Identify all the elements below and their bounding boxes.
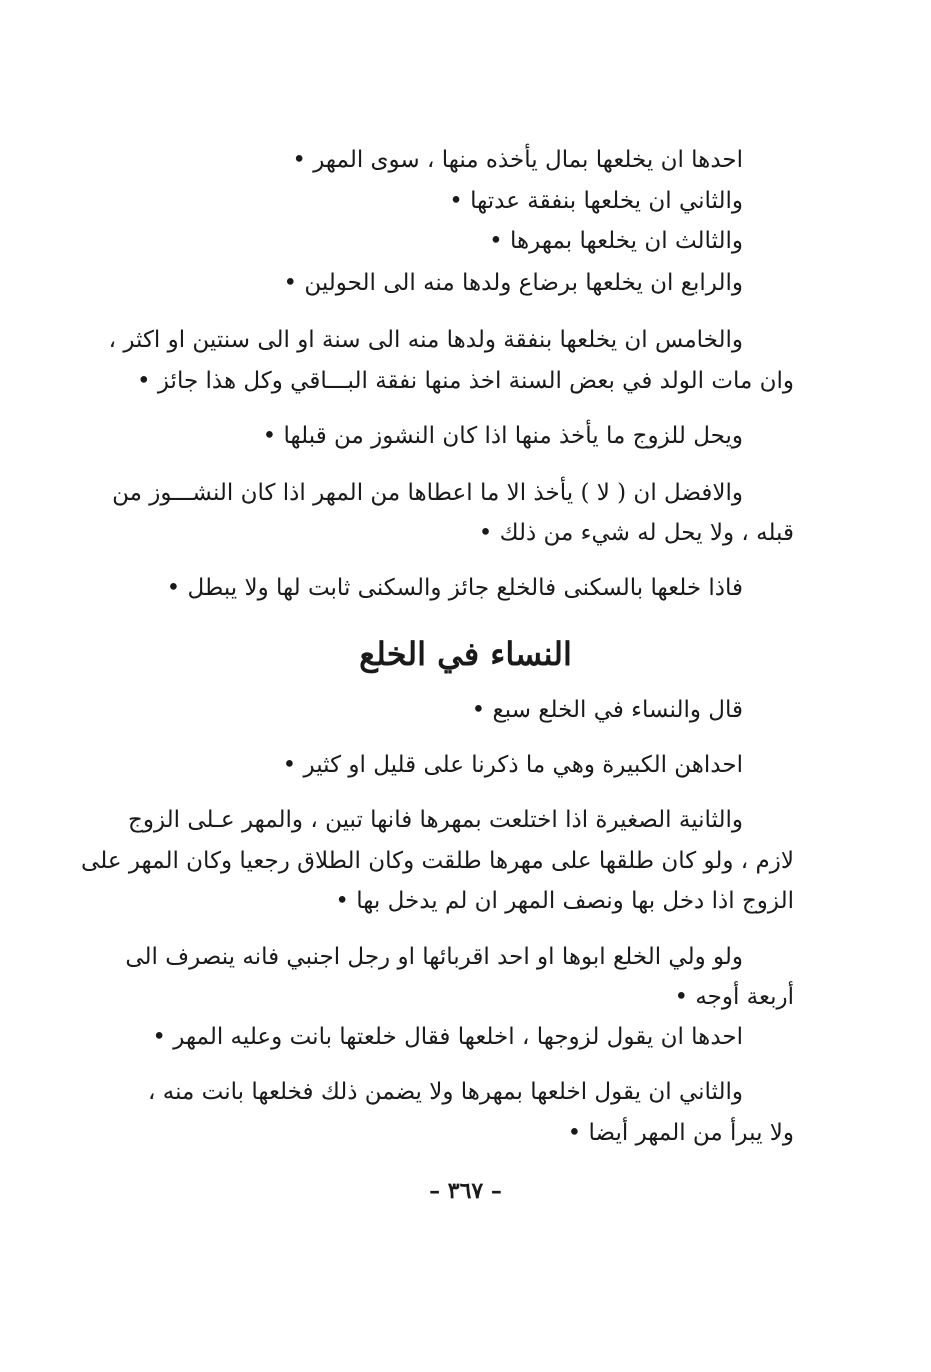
text-line: فاذا خلعها بالسكنى فالخلع جائز والسكنى ثابت لها ولا يبطل • xyxy=(166,575,743,601)
text-line: ولو ولي الخلع ابوها او احد اقربائها او رجل اجنبي فانه ينصرف الى xyxy=(125,944,743,970)
text-line: احداهن الكبيرة وهي ما ذكرنا على قليل او كثير • xyxy=(282,752,743,778)
text-line: ولا يبرأ من المهر أيضا • xyxy=(567,1120,794,1146)
text-line: والخامس ان يخلعها بنفقة ولدها منه الى سنة او الى سنتين او اكثر ، xyxy=(108,327,743,353)
page-number: – ٣٦٧ – xyxy=(429,1178,502,1204)
section-heading: النساء في الخلع xyxy=(359,635,572,673)
text-line: احدها ان يخلعها بمال يأخذه منها ، سوى المهر • xyxy=(292,147,743,173)
text-line: وان مات الولد في بعض السنة اخذ منها نفقة البـــاقي وكل هذا جائز • xyxy=(136,368,794,394)
text-line: والثانية الصغيرة اذا اختلعت بمهرها فانها تبين ، والمهر عـلى الزوج xyxy=(128,807,743,833)
text-line: والثاني ان يخلعها بنفقة عدتها • xyxy=(449,188,743,214)
text-line: قبله ، ولا يحل له شيء من ذلك • xyxy=(478,520,794,546)
text-line: والثاني ان يقول اخلعها بمهرها ولا يضمن ذلك فخلعها بانت منه ، xyxy=(148,1079,743,1105)
text-line: أربعة أوجه • xyxy=(674,984,794,1010)
text-line: ويحل للزوج ما يأخذ منها اذا كان النشوز من قبلها • xyxy=(262,423,743,449)
text-line: والرابع ان يخلعها برضاع ولدها منه الى الحولين • xyxy=(283,270,743,296)
text-line: قال والنساء في الخلع سبع • xyxy=(471,697,743,723)
text-line: لازم ، ولو كان طلقها على مهرها طلقت وكان الطلاق رجعيا وكان المهر على xyxy=(81,848,794,874)
text-line: والافضل ان ( لا ) يأخذ الا ما اعطاها من المهر اذا كان النشـــوز من xyxy=(112,480,743,506)
text-line: احدها ان يقول لزوجها ، اخلعها فقال خلعتها بانت وعليه المهر • xyxy=(152,1024,743,1050)
text-line: والثالث ان يخلعها بمهرها • xyxy=(489,228,743,254)
text-line: الزوج اذا دخل بها ونصف المهر ان لم يدخل بها • xyxy=(335,888,794,914)
